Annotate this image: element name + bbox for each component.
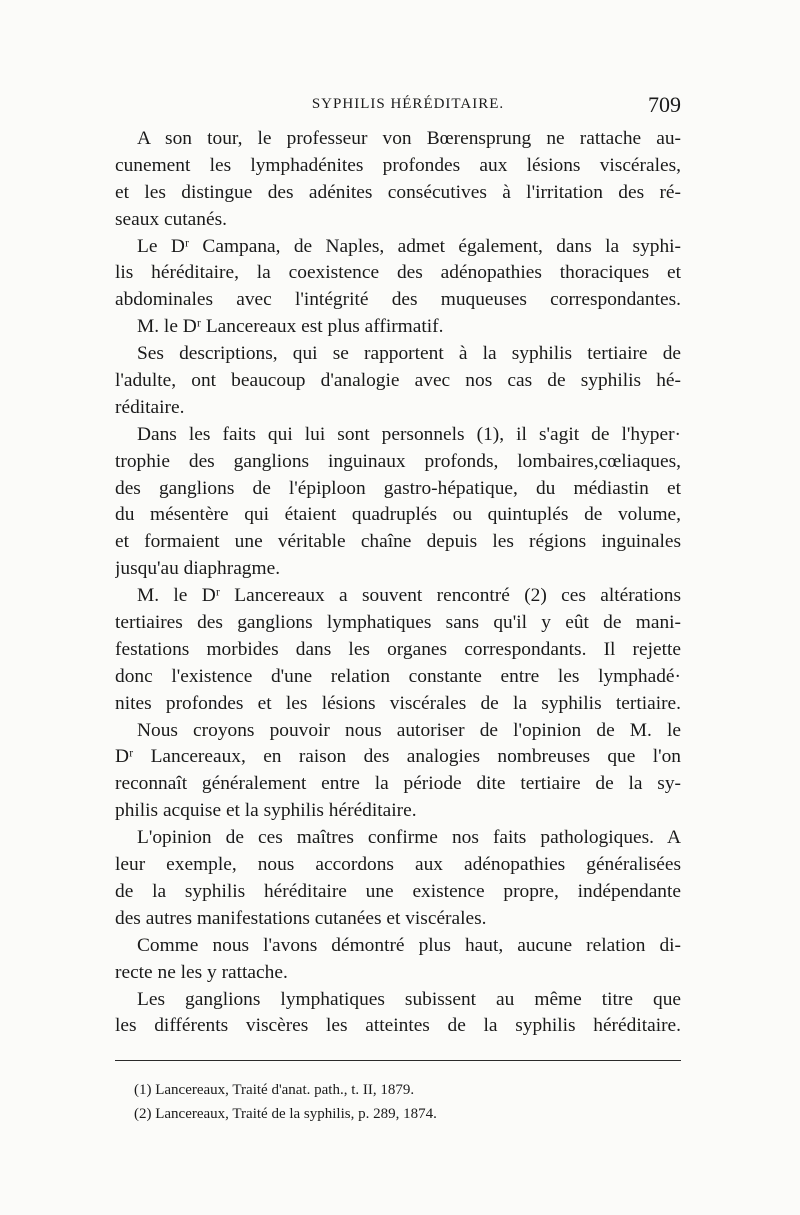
text-line: cunement les lymphadénites profondes aux lésions viscérales,	[115, 154, 681, 176]
text-line: jusqu'au diaphragme.	[115, 558, 281, 580]
text-line: Dans les faits qui lui sont personnels (1), il s'agit de l'hyper·	[137, 423, 681, 445]
text-line: abdominales avec l'intégrité des muqueuses correspondantes.	[115, 289, 681, 311]
text-line: Les ganglions lymphatiques subissent au même titre que	[137, 988, 681, 1010]
text-line: tertiaires des ganglions lymphatiques sans qu'il y eût de mani-	[115, 612, 681, 634]
body-text	[115, 126, 681, 1040]
running-head	[115, 92, 681, 126]
text-line: recte ne les y rattache.	[115, 961, 288, 983]
text-line: lis héréditaire, la coexistence des adénopathies thoraciques et	[115, 262, 681, 284]
page-number: 709	[648, 92, 681, 117]
text-line: Dʳ Lancereaux, en raison des analogies nombreuses que l'on	[115, 746, 681, 768]
text-line: Comme nous l'avons démontré plus haut, aucune relation di-	[137, 934, 681, 956]
text-line: des autres manifestations cutanées et viscérales.	[115, 907, 487, 929]
text-line: donc l'existence d'une relation constante entre les lymphadé·	[115, 665, 681, 687]
text-line: M. le Dʳ Lancereaux a souvent rencontré (2) ces altérations	[137, 585, 681, 607]
text-line: du mésentère qui étaient quadruplés ou quintuplés de volume,	[115, 504, 681, 526]
footnote-divider	[115, 1060, 681, 1061]
text-line: et les distingue des adénites consécutives à l'irritation des ré-	[115, 181, 681, 203]
text-line: seaux cutanés.	[115, 208, 227, 230]
text-line: et formaient une véritable chaîne depuis les régions inguinales	[115, 531, 681, 553]
text-line: M. le Dʳ Lancereaux est plus affirmatif.	[137, 316, 444, 338]
text-line: nites profondes et les lésions viscérales de la syphilis tertiaire.	[115, 692, 681, 714]
text-line: de la syphilis héréditaire une existence propre, indépendante	[115, 880, 681, 902]
text-line: trophie des ganglions inguinaux profonds, lombaires,cœliaques,	[115, 450, 681, 472]
text-line: L'opinion de ces maîtres confirme nos faits pathologiques. A	[137, 827, 681, 849]
text-line: philis acquise et la syphilis héréditaire.	[115, 800, 417, 822]
text-line: festations morbides dans les organes correspondants. Il rejette	[115, 638, 681, 660]
text-line: réditaire.	[115, 396, 185, 418]
running-title: SYPHILIS HÉRÉDITAIRE.	[311, 96, 505, 112]
text-line: des ganglions de l'épiploon gastro-hépatique, du médiastin et	[115, 477, 681, 499]
text-line: Ses descriptions, qui se rapportent à la syphilis tertiaire de	[137, 343, 681, 365]
footnotes	[134, 1078, 674, 1126]
text-line: leur exemple, nous accordons aux adénopathies généralisées	[115, 854, 681, 876]
text-line: reconnaît généralement entre la période dite tertiaire de la sy-	[115, 773, 681, 795]
text-line: Le Dʳ Campana, de Naples, admet également, dans la syphi-	[137, 235, 681, 257]
text-line: A son tour, le professeur von Bœrensprung ne rattache au-	[137, 128, 681, 149]
footnote: (1) Lancereaux, Traité d'anat. path., t. II, 1879.	[134, 1082, 415, 1098]
text-line: Nous croyons pouvoir nous autoriser de l'opinion de M. le	[137, 719, 681, 741]
text-line: les différents viscères les atteintes de la syphilis héréditaire.	[115, 1015, 681, 1037]
footnote: (2) Lancereaux, Traité de la syphilis, p. 289, 1874.	[134, 1106, 437, 1122]
text-line: l'adulte, ont beaucoup d'analogie avec nos cas de syphilis hé-	[115, 370, 681, 392]
